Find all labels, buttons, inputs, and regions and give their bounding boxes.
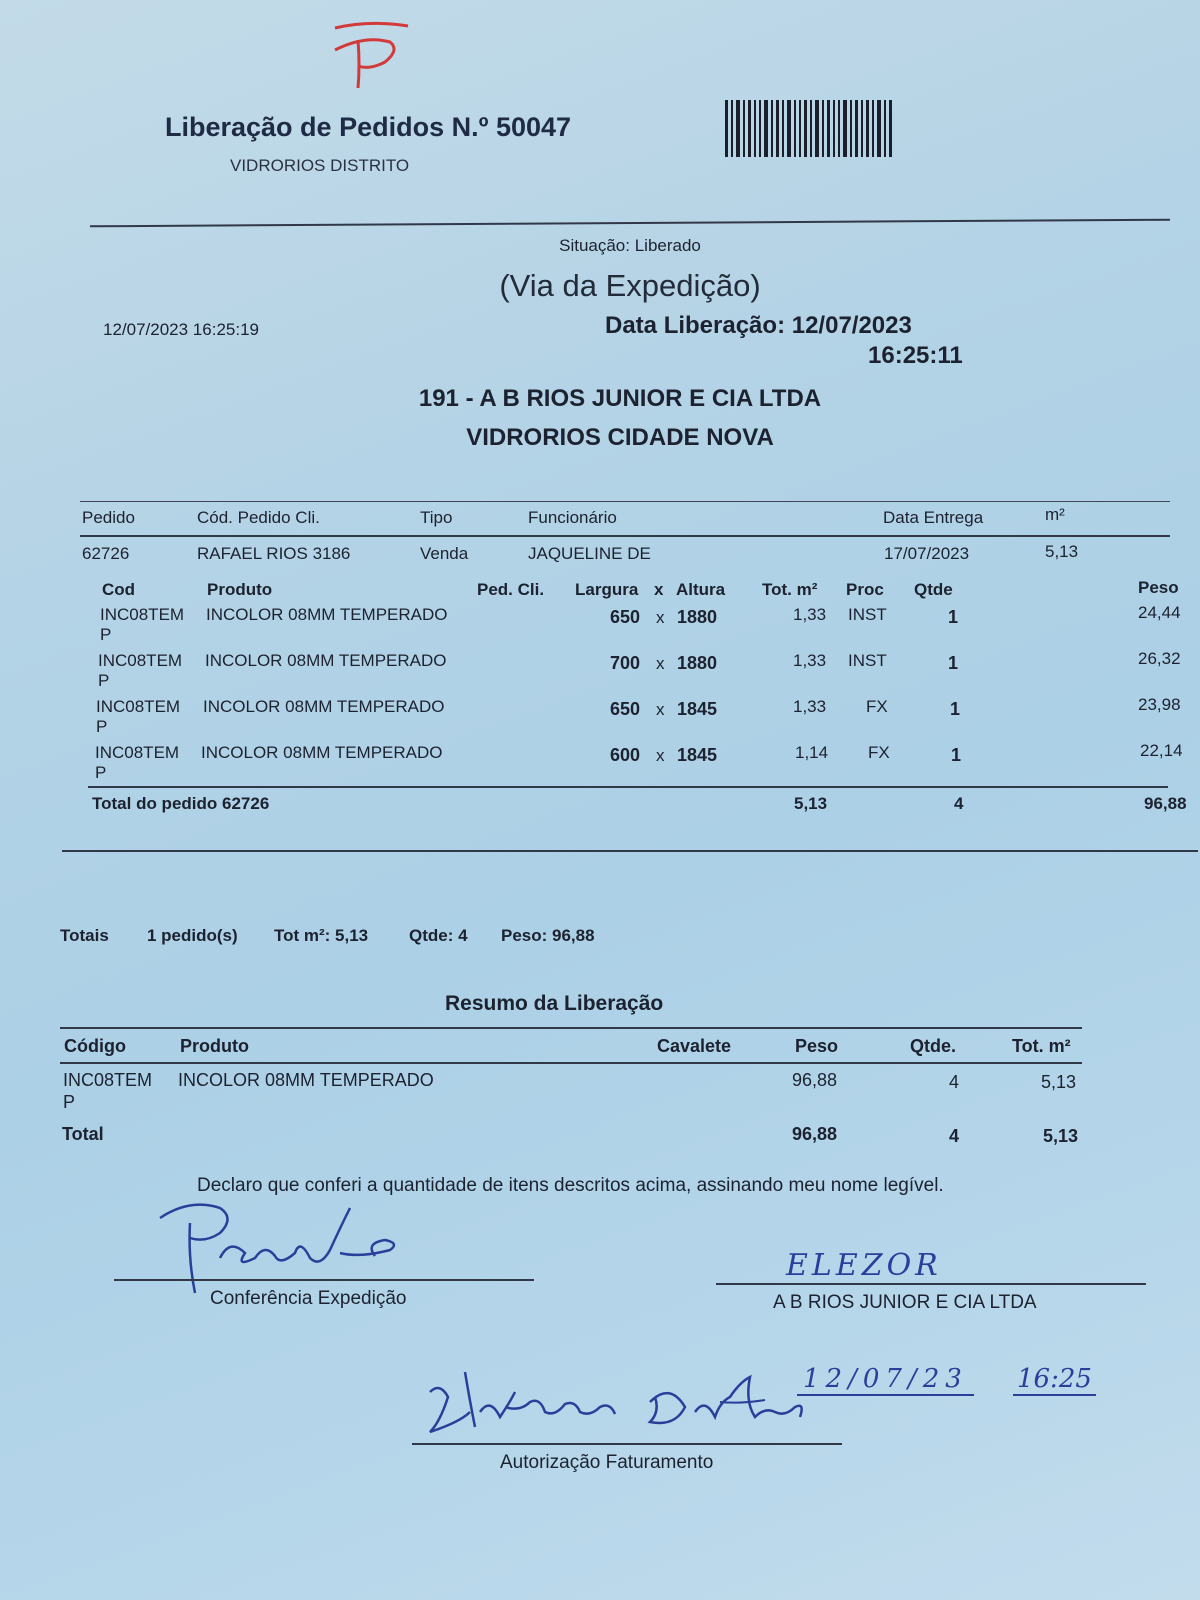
resumo-col-qtde: Qtde.: [910, 1036, 957, 1056]
item-produto: INCOLOR 08MM TEMPERADO: [205, 651, 447, 670]
item-cod: INC08TEM: [96, 697, 181, 716]
pedido-data-entrega: 17/07/2023: [884, 544, 970, 563]
declaracao-text: Declaro que conferi a quantidade de itens descritos acima, assinando meu nome legível.: [197, 1175, 944, 1196]
item-x: x: [656, 700, 665, 719]
item-peso: 26,32: [1138, 649, 1181, 668]
item-col-altura: Altura: [676, 580, 726, 599]
autorizacao-signature: [420, 1362, 820, 1452]
item-x: x: [656, 608, 665, 627]
header-divider: [90, 219, 1170, 228]
totais-label: Totais: [60, 926, 109, 945]
via-expedicao: (Via da Expedição): [499, 268, 761, 303]
item-largura: 650: [610, 699, 641, 719]
item-tot-m2: 1,33: [793, 651, 827, 670]
item-proc: INST: [848, 651, 887, 670]
item-altura: 1880: [677, 607, 718, 627]
item-qtde: 1: [948, 653, 959, 673]
item-x: x: [656, 654, 665, 673]
pedido-total-peso: 96,88: [1144, 794, 1187, 813]
data-liberacao: [605, 312, 912, 340]
printed-timestamp: 12/07/2023 16:25:19: [103, 320, 259, 339]
handwritten-date: 12/07/23: [797, 1364, 974, 1396]
item-col-largura: Largura: [575, 580, 639, 599]
totais-qtde: Qtde: 4: [409, 926, 468, 945]
resumo-total-peso: 96,88: [792, 1124, 838, 1144]
item-largura: 600: [610, 745, 641, 765]
item-peso: 24,44: [1138, 603, 1181, 622]
item-col-peso: Peso: [1138, 578, 1179, 597]
pedido-total-label: Total do pedido 62726: [92, 794, 270, 813]
item-proc: FX: [866, 697, 888, 716]
resumo-codigo: INC08TEM: [63, 1070, 153, 1090]
item-cod-suffix: P: [100, 625, 112, 644]
item-cod-suffix: P: [98, 671, 110, 690]
cliente-nome: 191 - A B RIOS JUNIOR E CIA LTDA: [418, 385, 822, 412]
item-col-x: x: [654, 580, 664, 599]
item-produto: INCOLOR 08MM TEMPERADO: [206, 605, 448, 624]
handwritten-p-mark: [330, 10, 420, 100]
cliente-label: A B RIOS JUNIOR E CIA LTDA: [773, 1292, 1037, 1313]
totais-peso: Peso: 96,88: [501, 926, 595, 945]
item-altura: 1845: [677, 745, 718, 765]
section-divider: [62, 850, 1198, 852]
resumo-col-tot-m2: Tot. m²: [1012, 1036, 1071, 1056]
data-liberacao-date: 12/07/2023: [791, 312, 912, 339]
resumo-col-produto: Produto: [180, 1036, 249, 1056]
col-cod-pedido-cli: Cód. Pedido Cli.: [197, 508, 320, 527]
item-proc: INST: [848, 605, 887, 624]
resumo-produto: INCOLOR 08MM TEMPERADO: [178, 1070, 434, 1090]
item-cod: INC08TEM: [95, 743, 180, 762]
item-produto: INCOLOR 08MM TEMPERADO: [201, 743, 443, 762]
resumo-top-rule: [60, 1027, 1082, 1029]
resumo-tot-m2: 5,13: [1041, 1072, 1077, 1092]
pedido-numero: 62726: [82, 544, 130, 563]
col-tipo: Tipo: [420, 508, 453, 527]
items-total-rule: [88, 786, 1168, 788]
data-liberacao-label: Data Liberação:: [605, 312, 786, 339]
situacao-status: Situação: Liberado: [559, 236, 701, 255]
totais-pedidos: 1 pedido(s): [147, 926, 238, 945]
cliente-signature: ELEZOR: [786, 1248, 942, 1283]
conferencia-label: Conferência Expedição: [210, 1288, 407, 1309]
item-peso: 22,14: [1140, 741, 1183, 760]
resumo-qtde: 4: [949, 1072, 960, 1092]
document-title: Liberação de Pedidos N.º 50047: [165, 112, 572, 142]
barcode: [725, 100, 915, 157]
item-proc: FX: [868, 743, 890, 762]
item-produto: INCOLOR 08MM TEMPERADO: [203, 697, 445, 716]
item-largura: 700: [610, 653, 641, 673]
conferencia-signature-line: [114, 1279, 534, 1281]
resumo-codigo-suffix: P: [63, 1092, 76, 1112]
resumo-col-cavalete: Cavalete: [657, 1036, 732, 1056]
pedido-header-rule: [80, 535, 1170, 537]
pedido-total-m2: 5,13: [794, 794, 828, 813]
item-col-produto: Produto: [207, 580, 273, 599]
cliente-signature-line: [716, 1283, 1146, 1285]
data-liberacao-time: 16:25:11: [868, 342, 963, 369]
col-data-entrega: Data Entrega: [883, 508, 984, 527]
item-cod: INC08TEM: [98, 651, 183, 670]
resumo-total-tot-m2: 5,13: [1043, 1126, 1079, 1146]
resumo-peso: 96,88: [792, 1070, 838, 1090]
item-cod: INC08TEM: [100, 605, 185, 624]
cliente-loja: VIDRORIOS CIDADE NOVA: [466, 424, 774, 451]
col-m2: m²: [1045, 505, 1065, 524]
company-name: VIDRORIOS DISTRITO: [230, 156, 410, 175]
item-altura: 1880: [677, 653, 718, 673]
totais-m2: Tot m²: 5,13: [274, 926, 369, 945]
resumo-total-qtde: 4: [949, 1126, 960, 1146]
pedido-cod-cli: RAFAEL RIOS 3186: [197, 544, 351, 563]
pedido-top-rule: [80, 501, 1170, 502]
item-tot-m2: 1,14: [795, 743, 829, 762]
item-peso: 23,98: [1138, 695, 1181, 714]
item-col-ped-cli: Ped. Cli.: [477, 580, 545, 599]
col-pedido: Pedido: [82, 508, 135, 527]
resumo-title: Resumo da Liberação: [445, 992, 664, 1015]
pedido-funcionario: JAQUELINE DE: [528, 544, 651, 563]
item-col-proc: Proc: [846, 580, 884, 599]
resumo-col-peso: Peso: [795, 1036, 839, 1056]
item-x: x: [656, 746, 665, 765]
pedido-tipo: Venda: [420, 544, 469, 563]
autorizacao-label: Autorização Faturamento: [500, 1452, 714, 1473]
item-cod-suffix: P: [95, 763, 107, 782]
item-col-qtde: Qtde: [914, 580, 953, 599]
item-col-tot-m2: Tot. m²: [762, 580, 818, 599]
item-tot-m2: 1,33: [793, 697, 827, 716]
resumo-total-label: Total: [62, 1124, 104, 1144]
item-largura: 650: [610, 607, 641, 627]
item-tot-m2: 1,33: [793, 605, 827, 624]
resumo-header-rule: [60, 1062, 1082, 1064]
item-qtde: 1: [951, 745, 962, 765]
item-qtde: 1: [950, 699, 961, 719]
handwritten-time: 16:25: [1013, 1364, 1096, 1396]
item-qtde: 1: [948, 607, 959, 627]
pedido-m2: 5,13: [1045, 542, 1079, 561]
item-altura: 1845: [677, 699, 718, 719]
col-funcionario: Funcionário: [528, 508, 617, 527]
item-col-cod: Cod: [102, 580, 136, 599]
autorizacao-signature-line: [412, 1443, 842, 1445]
item-cod-suffix: P: [96, 717, 108, 736]
resumo-col-codigo: Código: [64, 1036, 126, 1056]
pedido-total-qtde: 4: [954, 794, 964, 813]
